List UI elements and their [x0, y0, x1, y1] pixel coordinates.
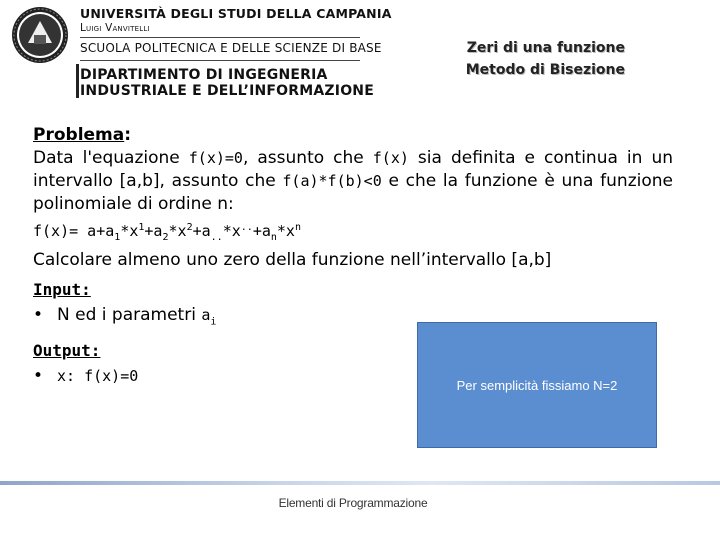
condition-code: f(a)*f(b)<0	[282, 172, 382, 190]
problem-heading-colon: :	[124, 125, 132, 145]
statement-text: , assunto che	[242, 148, 373, 168]
parameter-code: a	[201, 306, 211, 324]
problem-heading: Problema	[33, 125, 125, 145]
header-divider	[80, 60, 360, 61]
function-code: f(x)	[372, 149, 409, 167]
problem-statement	[33, 147, 673, 216]
formula-sub: ..	[210, 232, 223, 243]
formula-part: +a	[252, 222, 271, 240]
formula-sub: n	[270, 232, 277, 243]
input-text: N ed i parametri	[57, 305, 202, 325]
statement-text: sia definita e continua in un intervallo [a,b], assunto che	[33, 148, 673, 191]
university-subtitle: Luigi Vanvitelli	[80, 22, 150, 34]
formula-sub: 1	[114, 232, 121, 243]
formula-part: +a	[144, 222, 163, 240]
formula-sup: 1	[138, 222, 145, 233]
problem-heading-line	[33, 124, 673, 147]
formula-sup: ..	[240, 222, 253, 233]
department-name-line2: INDUSTRIALE E DELL’INFORMAZIONE	[80, 83, 374, 99]
bullet: •	[33, 366, 44, 387]
note-text: Per semplicità fissiamo N=2	[456, 377, 618, 393]
statement-text: e che la funzione è una funzione polinomiale di ordine n:	[33, 171, 673, 214]
formula-part: *x	[222, 222, 241, 240]
note-box	[417, 322, 657, 448]
university-name: UNIVERSITÀ DEGLI STUDI DELLA CAMPANIA	[80, 6, 392, 21]
header-divider	[80, 37, 360, 38]
output-code: x: f(x)=0	[57, 367, 139, 386]
slide-title	[466, 37, 625, 81]
input-heading-line	[33, 278, 673, 302]
problem-task: Calcolare almeno uno zero della funzione nell’intervallo [a,b]	[33, 250, 552, 270]
statement-text: Data l'equazione	[33, 148, 189, 168]
bullet: •	[33, 305, 44, 325]
formula-part: *x	[168, 222, 187, 240]
school-name: SCUOLA POLITECNICA E DELLE SCIENZE DI BASE	[80, 41, 382, 55]
formula-part: f(x)= a+a	[33, 222, 115, 240]
formula-sup: 2	[186, 222, 193, 233]
formula-part: *x	[276, 222, 295, 240]
slide-title-line2: Metodo di Bisezione	[465, 62, 625, 78]
polynomial-formula	[33, 216, 673, 249]
parameter-sub: i	[210, 316, 217, 328]
formula-sup: n	[294, 222, 301, 233]
department-bar	[76, 64, 79, 98]
output-heading: Output:	[33, 341, 101, 361]
footer	[0, 496, 720, 510]
formula-part: *x	[120, 222, 139, 240]
department-name-line1: DIPARTIMENTO DI INGEGNERIA	[80, 67, 328, 83]
formula-sub: 2	[162, 232, 169, 243]
input-heading: Input:	[33, 280, 91, 299]
formula-part: +a	[192, 222, 211, 240]
university-seal-icon	[10, 5, 70, 65]
equation-code: f(x)=0	[188, 149, 243, 167]
footer-divider	[0, 481, 720, 485]
slide-title-line1: Zeri di una funzione	[466, 40, 625, 56]
footer-text: Elementi di Programmazione	[278, 496, 428, 510]
